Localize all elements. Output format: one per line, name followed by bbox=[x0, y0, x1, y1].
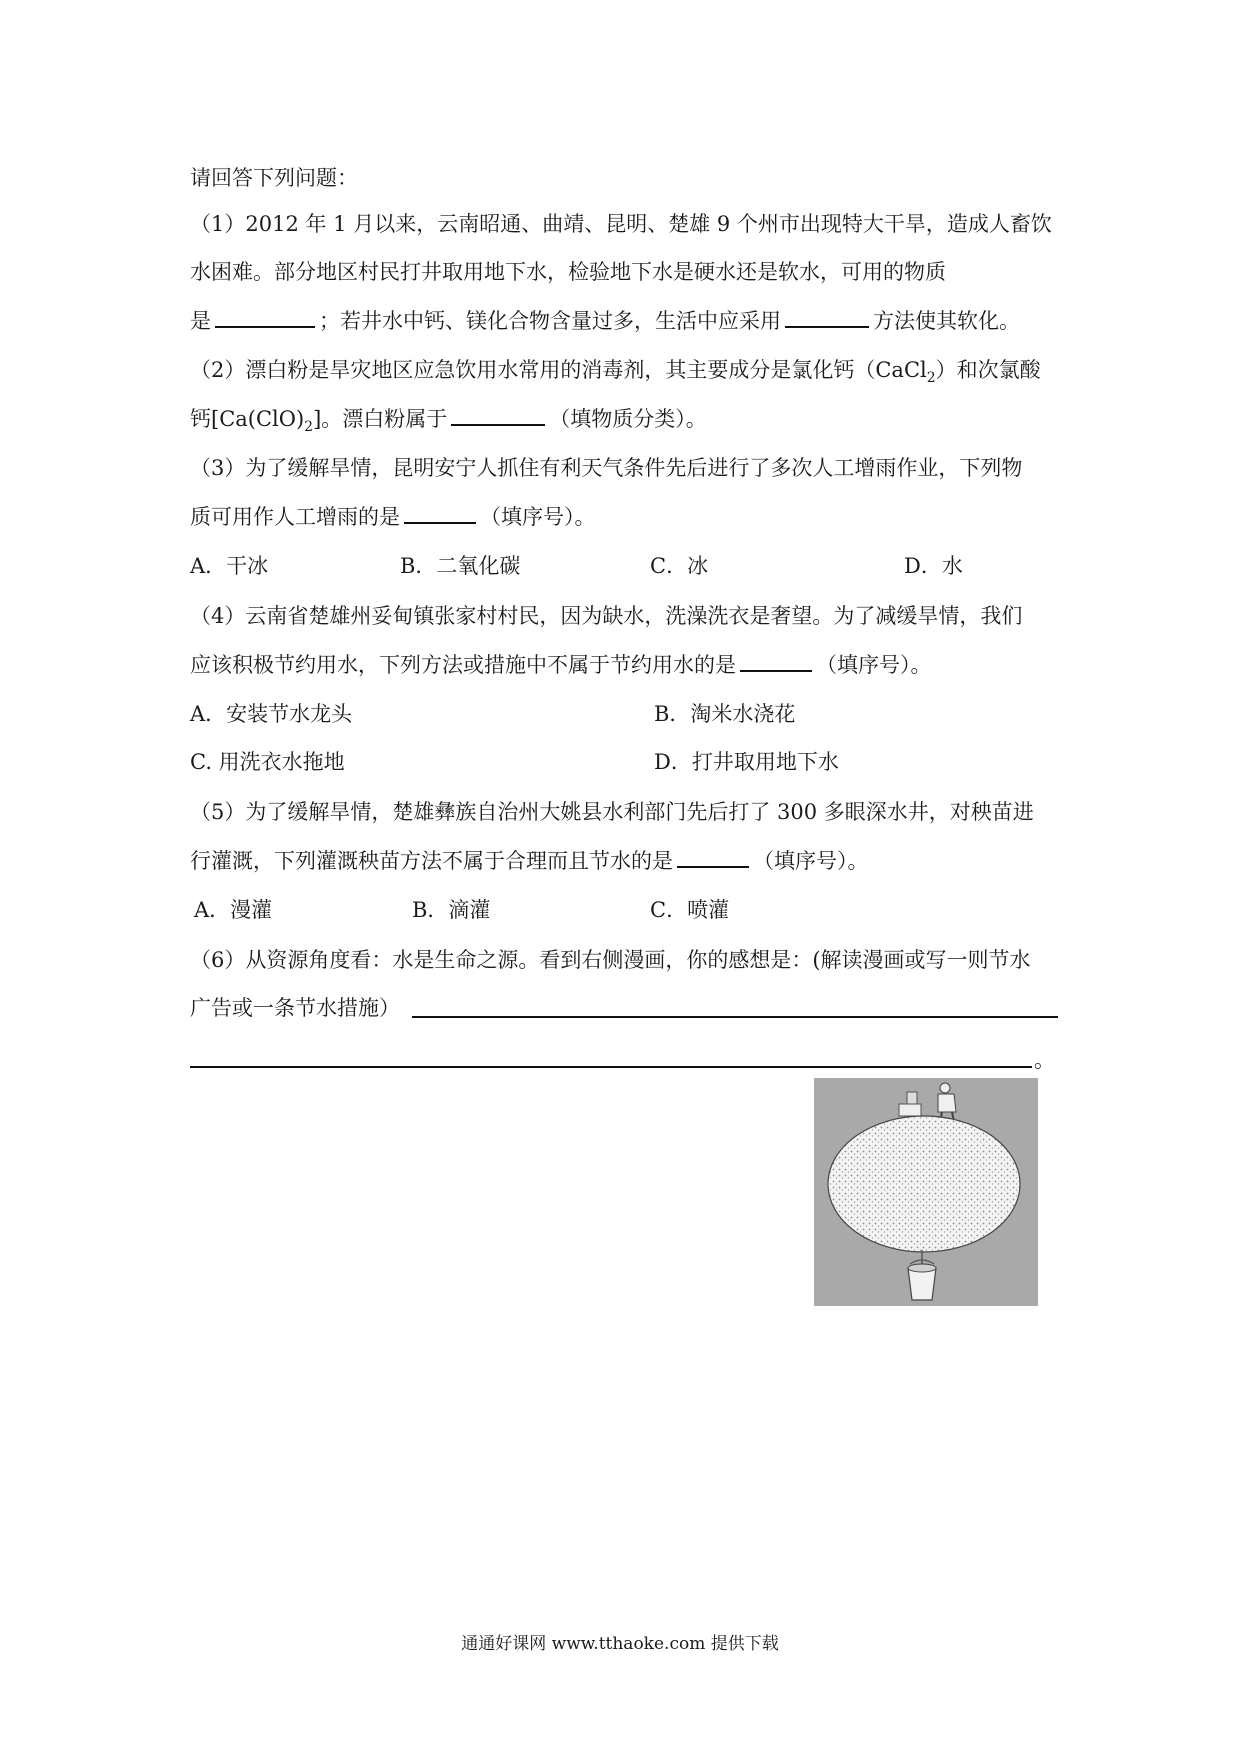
q3-line-2 bbox=[190, 502, 596, 531]
q6-end-mark: 。 bbox=[1034, 1048, 1055, 1072]
q1-line-2: 水困难。部分地区村民打井取用地下水，检验地下水是硬水还是软水，可用的物质 bbox=[190, 260, 946, 284]
q2-line-1-end: ）和次氯酸 bbox=[935, 358, 1041, 382]
q2-line-1-text: （2）漂白粉是旱灾地区应急饮用水常用的消毒剂，其主要成分是氯化钙（CaCl bbox=[190, 358, 927, 382]
q1-answer-blank-2[interactable] bbox=[785, 306, 869, 328]
q2-answer-blank[interactable] bbox=[451, 404, 545, 426]
q3-option-c[interactable]: C．冰 bbox=[650, 554, 709, 578]
q4-line-2-end: （填序号）。 bbox=[816, 653, 932, 677]
q5-option-c[interactable]: C．喷灌 bbox=[650, 898, 730, 922]
q3-option-a[interactable]: A．干冰 bbox=[190, 554, 269, 578]
q2-line-1 bbox=[190, 356, 1041, 392]
q6-line-2: 广告或一条节水措施） bbox=[190, 996, 400, 1020]
q1-line-3 bbox=[190, 306, 1020, 335]
q3-option-d[interactable]: D．水 bbox=[904, 554, 963, 578]
q5-line-2-text: 行灌溉，下列灌溉秧苗方法不属于合理而且节水的是 bbox=[190, 849, 673, 873]
q2-subscript-1: 2 bbox=[926, 370, 936, 387]
q6-answer-line-1[interactable] bbox=[412, 1016, 1058, 1018]
q3-line-2-text: 质可用作人工增雨的是 bbox=[190, 505, 400, 529]
page-footer: 通通好课网 www.tthaoke.com 提供下载 bbox=[461, 1634, 779, 1654]
q3-answer-blank[interactable] bbox=[404, 502, 476, 524]
q1-line-1: （1）2012 年 1 月以来，云南昭通、曲靖、昆明、楚雄 9 个州市出现特大干旱，造成人畜饮 bbox=[190, 212, 1052, 236]
q4-answer-blank[interactable] bbox=[740, 650, 812, 672]
q1-line-3-end: 方法使其软化。 bbox=[873, 309, 1020, 333]
q4-line-2 bbox=[190, 650, 932, 679]
q2-line-2-middle: ]。漂白粉属于 bbox=[313, 407, 448, 431]
q5-option-b[interactable]: B．滴灌 bbox=[412, 898, 491, 922]
q6-answer-line-2[interactable] bbox=[190, 1066, 1032, 1068]
q5-line-2-end: （填序号）。 bbox=[753, 849, 869, 873]
q5-line-2 bbox=[190, 846, 869, 875]
intro-text: 请回答下列问题： bbox=[190, 166, 358, 190]
q6-line-1: （6）从资源角度看：水是生命之源。看到右侧漫画，你的感想是：(解读漫画或写一则节水 bbox=[190, 948, 1031, 972]
q5-answer-blank[interactable] bbox=[677, 846, 749, 868]
q2-line-2-text: 钙[Ca(ClO) bbox=[190, 407, 305, 431]
q4-option-a[interactable]: A．安装节水龙头 bbox=[190, 702, 353, 726]
q4-option-d[interactable]: D．打井取用地下水 bbox=[654, 750, 839, 774]
q4-line-2-text: 应该积极节约用水，下列方法或措施中不属于节约用水的是 bbox=[190, 653, 736, 677]
q2-line-2-end: （填物质分类）。 bbox=[549, 407, 707, 431]
q4-option-c[interactable]: C. 用洗衣水拖地 bbox=[190, 750, 345, 774]
q1-line-3-middle: ；若井水中钙、镁化合物含量过多，生活中应采用 bbox=[319, 309, 781, 333]
q3-line-2-end: （填序号）。 bbox=[480, 505, 596, 529]
q3-option-b[interactable]: B．二氧化碳 bbox=[400, 554, 521, 578]
q4-option-b[interactable]: B．淘米水浇花 bbox=[654, 702, 796, 726]
q2-line-2 bbox=[190, 404, 707, 441]
q5-line-1: （5）为了缓解旱情，楚雄彝族自治州大姚县水利部门先后打了 300 多眼深水井，对秧苗进 bbox=[190, 800, 1034, 824]
q1-answer-blank-1[interactable] bbox=[215, 306, 315, 328]
q3-line-1: （3）为了缓解旱情，昆明安宁人抓住有利天气条件先后进行了多次人工增雨作业，下列物 bbox=[190, 456, 1023, 480]
q1-line-3-start: 是 bbox=[190, 309, 211, 333]
q2-subscript-2: 2 bbox=[304, 419, 314, 436]
water-saving-cartoon bbox=[814, 1078, 1038, 1306]
q4-line-1: （4）云南省楚雄州妥甸镇张家村村民，因为缺水，洗澡洗衣是奢望。为了减缓旱情，我们 bbox=[190, 604, 1023, 628]
q5-option-a[interactable]: A．漫灌 bbox=[194, 898, 273, 922]
water-bucket bbox=[908, 1260, 936, 1300]
earth-globe bbox=[828, 1116, 1020, 1252]
cartoon-drawing bbox=[814, 1078, 1038, 1306]
